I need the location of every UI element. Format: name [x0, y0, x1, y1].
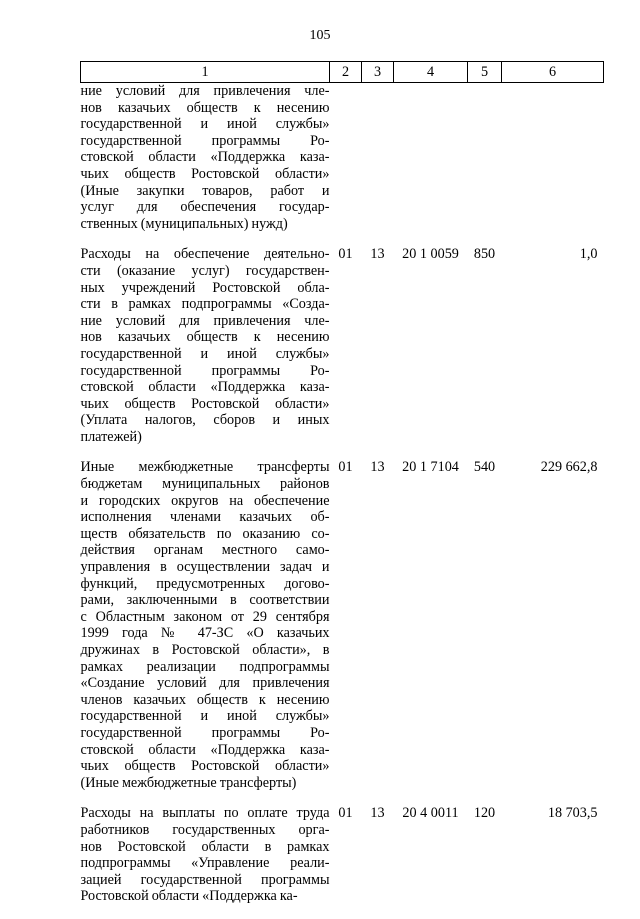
subsection-code: 13	[370, 246, 385, 263]
expense-description	[81, 246, 330, 459]
description-line: и городских округов на обеспечение	[80, 492, 330, 509]
description-line: ных учреждений Ростовской обла-	[80, 279, 330, 296]
expense-type-code: 120	[473, 805, 496, 822]
column-header-3: 3	[362, 62, 394, 83]
target-article-code	[394, 83, 468, 247]
description-line: зацией государственной программы	[80, 871, 330, 888]
description-line: (Иные закупки товаров, работ и	[80, 182, 330, 199]
description-line: государственной программы Ро-	[80, 132, 330, 149]
target-article-code: 20 1 7104	[402, 459, 459, 476]
description-line: исполнения членами казачьих об-	[80, 509, 330, 526]
column-header-2: 2	[330, 62, 362, 83]
target-article-code: 20 1 0059	[402, 246, 459, 263]
subsection-code: 13	[370, 805, 385, 822]
table-header-row	[81, 62, 604, 83]
description-line: «Создание условий для привлечения	[80, 675, 330, 692]
description-line: чьих обществ Ростовской области»	[80, 165, 330, 182]
description-line: чьих обществ Ростовской области»	[80, 395, 330, 412]
description-line: ществ обязательств по оказанию со-	[80, 525, 330, 542]
section-code: 01	[338, 459, 353, 476]
description-line: 1999 года № 47-ЗС «О казачьих	[80, 625, 330, 642]
column-header-6: 6	[502, 62, 604, 83]
expense-description	[81, 83, 330, 247]
description-line: государственной и иной службы»	[80, 345, 330, 362]
amount: 18 703,5	[547, 805, 598, 822]
description-line: (Иные межбюджетные трансферты)	[80, 774, 297, 791]
description-line: чьих обществ Ростовской области»	[80, 758, 330, 775]
description-line: с Областным законом от 29 сентября	[80, 608, 330, 625]
description-line: государственной программы Ро-	[80, 362, 330, 379]
column-header-5: 5	[468, 62, 502, 83]
description-line: подпрограммы «Управление реали-	[80, 855, 330, 872]
description-line: ственных (муниципальных) нужд)	[80, 215, 288, 232]
description-line: ние условий для привлечения чле-	[80, 312, 330, 329]
expense-type-code: 850	[473, 246, 496, 263]
section-code	[330, 83, 362, 247]
description-line: стовской области «Поддержка каза-	[80, 741, 330, 758]
page-number: 105	[309, 28, 331, 43]
subsection-code: 13	[370, 459, 385, 476]
description-line: действия органам местного само-	[80, 542, 330, 559]
expense-description	[81, 459, 330, 805]
description-line: Расходы на обеспечение деятельно-	[80, 246, 330, 263]
description-line: платежей)	[80, 428, 142, 445]
amount: 1,0	[579, 246, 598, 263]
description-line: Расходы на выплаты по оплате труда	[80, 805, 330, 822]
subsection-code	[362, 83, 394, 247]
section-code: 01	[338, 805, 353, 822]
description-line: ние условий для привлечения чле-	[80, 83, 330, 99]
description-line: бюджетам муниципальных районов	[80, 476, 330, 493]
expense-description	[81, 805, 330, 919]
table-row	[81, 459, 604, 805]
amount: 229 662,8	[540, 459, 598, 476]
expense-type-code: 540	[473, 459, 496, 476]
description-line: государственной и иной службы»	[80, 116, 330, 133]
description-line: стовской области «Поддержка каза-	[80, 379, 330, 396]
description-line: функций, предусмотренных догово-	[80, 575, 330, 592]
description-line: работников государственных орга-	[80, 821, 330, 838]
expense-type-code	[468, 83, 502, 247]
amount	[502, 83, 604, 247]
description-line: управления в осуществлении задач и	[80, 559, 330, 576]
description-line: услуг для обеспечения государ-	[80, 199, 330, 216]
description-line: нов казачьих обществ к несению	[80, 329, 330, 346]
description-line: государственной программы Ро-	[80, 724, 330, 741]
table-row	[81, 805, 604, 919]
budget-table	[80, 61, 604, 919]
column-header-4: 4	[394, 62, 468, 83]
section-code: 01	[338, 246, 353, 263]
description-line: рамках реализации подпрограммы	[80, 658, 330, 675]
description-line: нов Ростовской области в рамках	[80, 838, 330, 855]
description-line: членов казачьих обществ к несению	[80, 691, 330, 708]
description-line: рами, заключенными в соответствии	[80, 592, 330, 609]
description-line: государственной и иной службы»	[80, 708, 330, 725]
description-line: (Уплата налогов, сборов и иных	[80, 412, 330, 429]
description-line: сти (оказание услуг) государствен-	[80, 262, 330, 279]
description-line: нов казачьих обществ к несению	[80, 99, 330, 116]
description-line: дружинах в Ростовской области», в	[80, 642, 330, 658]
description-line: Ростовской области «Поддержка ка-	[80, 888, 298, 905]
description-line: сти в рамках подпрограммы «Созда-	[80, 296, 330, 313]
description-line: стовской области «Поддержка каза-	[80, 149, 330, 166]
target-article-code: 20 4 0011	[402, 805, 459, 822]
table-row	[81, 83, 604, 247]
column-header-1: 1	[81, 62, 330, 83]
description-line: Иные межбюджетные трансферты	[80, 459, 330, 476]
table-row	[81, 246, 604, 459]
